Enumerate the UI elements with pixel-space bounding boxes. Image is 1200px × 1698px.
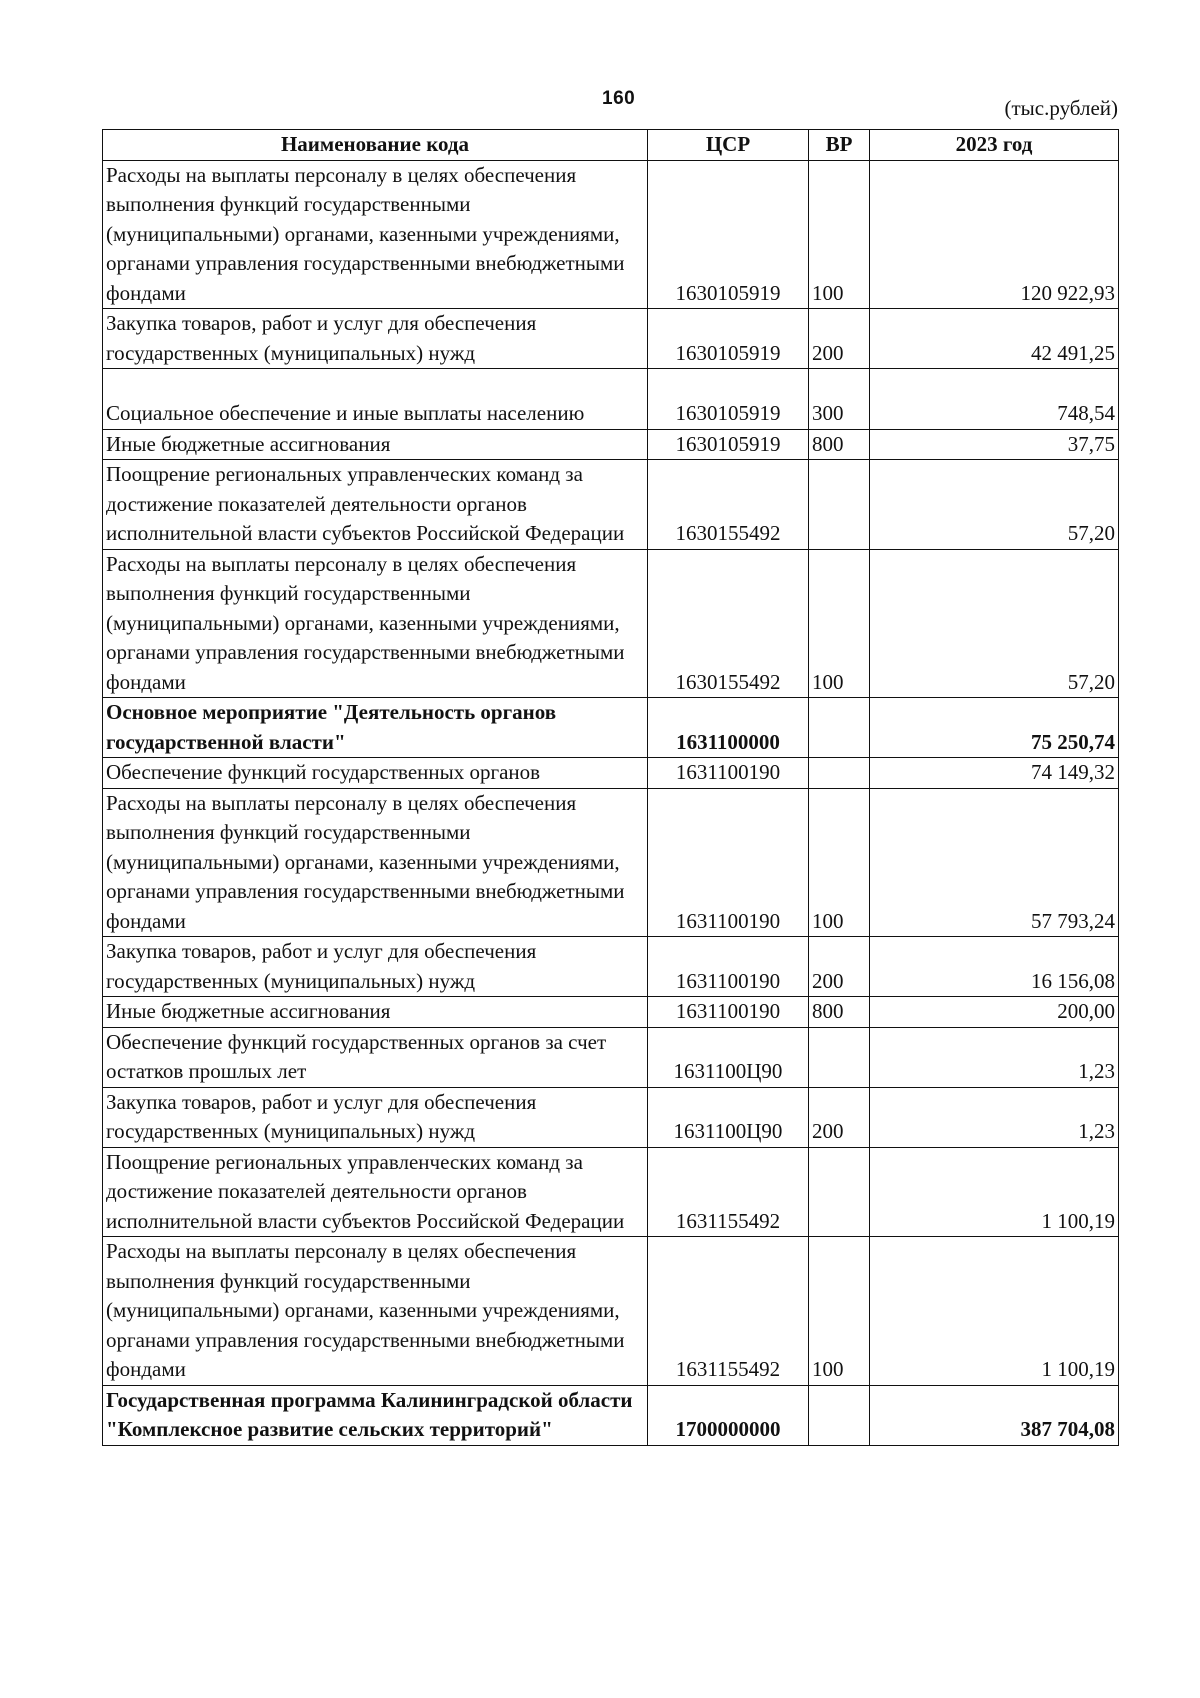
row-amount: 57,20: [870, 549, 1119, 698]
row-csr: 1630105919: [648, 309, 809, 369]
row-amount: 748,54: [870, 369, 1119, 430]
row-amount: 74 149,32: [870, 758, 1119, 789]
table-row: [103, 1087, 1119, 1147]
row-csr: 1631155492: [648, 1147, 809, 1237]
row-csr: 1630105919: [648, 369, 809, 430]
table-row: [103, 698, 1119, 758]
row-csr: 1630155492: [648, 460, 809, 550]
table-row: [103, 549, 1119, 698]
page-number: 160: [602, 88, 636, 109]
row-amount: 42 491,25: [870, 309, 1119, 369]
row-name: Государственная программа Калининградской области "Комплексное развитие сельских территорий": [103, 1385, 648, 1445]
row-name: Основное мероприятие "Деятельность органов государственной власти": [103, 698, 648, 758]
row-vr: 200: [809, 309, 870, 369]
header-year: 2023 год: [870, 130, 1119, 161]
row-vr: 100: [809, 160, 870, 309]
row-name: Поощрение региональных управленческих команд за достижение показателей деятельности органов исполнительной власти субъектов Российской Федерации: [103, 1147, 648, 1237]
row-name: Иные бюджетные ассигнования: [103, 997, 648, 1028]
table-row: [103, 460, 1119, 550]
budget-table: [102, 129, 1119, 1446]
row-csr: 1700000000: [648, 1385, 809, 1445]
table-row: [103, 1237, 1119, 1386]
row-vr: 800: [809, 997, 870, 1028]
row-csr: 1631100000: [648, 698, 809, 758]
row-csr: 1630105919: [648, 429, 809, 460]
header-vr: ВР: [809, 130, 870, 161]
row-csr: 1631155492: [648, 1237, 809, 1386]
table-row: [103, 160, 1119, 309]
row-vr: 200: [809, 937, 870, 997]
table-row: [103, 997, 1119, 1028]
table-row: [103, 1385, 1119, 1445]
row-vr: 200: [809, 1087, 870, 1147]
table-row: [103, 937, 1119, 997]
row-amount: 57,20: [870, 460, 1119, 550]
table-row: [103, 429, 1119, 460]
row-vr: 100: [809, 549, 870, 698]
row-vr: [809, 460, 870, 550]
row-amount: 57 793,24: [870, 788, 1119, 937]
row-name: Иные бюджетные ассигнования: [103, 429, 648, 460]
row-csr: 1631100Ц90: [648, 1027, 809, 1087]
row-vr: 100: [809, 788, 870, 937]
row-amount: 120 922,93: [870, 160, 1119, 309]
table-row: [103, 309, 1119, 369]
row-name: Социальное обеспечение и иные выплаты населению: [103, 369, 648, 430]
row-csr: 1631100190: [648, 758, 809, 789]
header-name: Наименование кода: [103, 130, 648, 161]
row-name: Расходы на выплаты персоналу в целях обеспечения выполнения функций государственными (муниципальными) органами, казенными учреждениями, органами управления государственными внебюджетными фондами: [103, 160, 648, 309]
row-name: Обеспечение функций государственных органов: [103, 758, 648, 789]
row-amount: 1,23: [870, 1027, 1119, 1087]
table-row: [103, 1027, 1119, 1087]
row-csr: 1631100Ц90: [648, 1087, 809, 1147]
row-amount: 1 100,19: [870, 1147, 1119, 1237]
row-name: Закупка товаров, работ и услуг для обеспечения государственных (муниципальных) нужд: [103, 309, 648, 369]
row-vr: [809, 1385, 870, 1445]
row-name: Расходы на выплаты персоналу в целях обеспечения выполнения функций государственными (муниципальными) органами, казенными учреждениями, органами управления государственными внебюджетными фондами: [103, 788, 648, 937]
row-vr: 300: [809, 369, 870, 430]
row-amount: 37,75: [870, 429, 1119, 460]
row-name: Закупка товаров, работ и услуг для обеспечения государственных (муниципальных) нужд: [103, 1087, 648, 1147]
table-row: [103, 758, 1119, 789]
row-name: Обеспечение функций государственных органов за счет остатков прошлых лет: [103, 1027, 648, 1087]
header-csr: ЦСР: [648, 130, 809, 161]
units-label: (тыс.рублей): [1004, 96, 1118, 120]
row-csr: 1631100190: [648, 788, 809, 937]
table-row: [103, 1147, 1119, 1237]
row-name: Закупка товаров, работ и услуг для обеспечения государственных (муниципальных) нужд: [103, 937, 648, 997]
row-vr: 100: [809, 1237, 870, 1386]
row-vr: 800: [809, 429, 870, 460]
row-csr: 1631100190: [648, 997, 809, 1028]
row-amount: 1,23: [870, 1087, 1119, 1147]
table-row: [103, 369, 1119, 430]
row-vr: [809, 758, 870, 789]
row-name: Расходы на выплаты персоналу в целях обеспечения выполнения функций государственными (муниципальными) органами, казенными учреждениями, органами управления государственными внебюджетными фондами: [103, 549, 648, 698]
row-csr: 1631100190: [648, 937, 809, 997]
row-csr: 1630105919: [648, 160, 809, 309]
table-header-row: [103, 130, 1119, 161]
row-csr: 1630155492: [648, 549, 809, 698]
row-amount: 200,00: [870, 997, 1119, 1028]
table-row: [103, 788, 1119, 937]
row-vr: [809, 1027, 870, 1087]
row-amount: 1 100,19: [870, 1237, 1119, 1386]
row-vr: [809, 698, 870, 758]
row-vr: [809, 1147, 870, 1237]
row-name: Расходы на выплаты персоналу в целях обеспечения выполнения функций государственными (муниципальными) органами, казенными учреждениями, органами управления государственными внебюджетными фондами: [103, 1237, 648, 1386]
row-amount: 16 156,08: [870, 937, 1119, 997]
row-name: Поощрение региональных управленческих команд за достижение показателей деятельности органов исполнительной власти субъектов Российской Федерации: [103, 460, 648, 550]
row-amount: 75 250,74: [870, 698, 1119, 758]
row-amount: 387 704,08: [870, 1385, 1119, 1445]
